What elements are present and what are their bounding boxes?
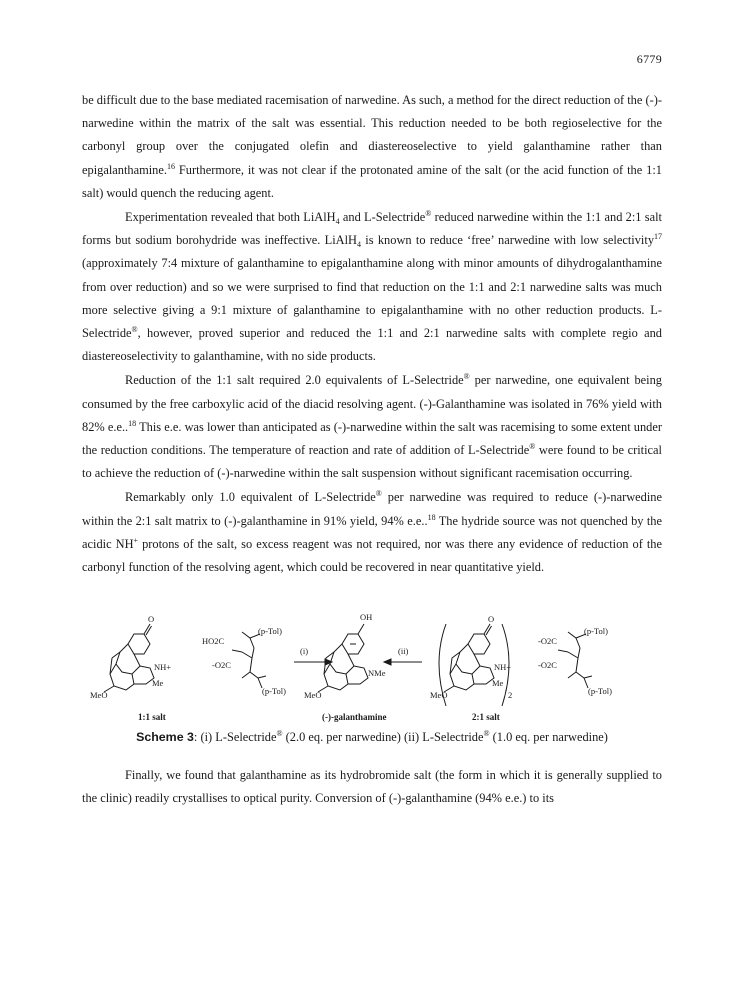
paragraph-4 bbox=[82, 486, 662, 579]
paragraph-1 bbox=[82, 89, 662, 205]
text-run: : (i) L-Selectride bbox=[193, 730, 277, 744]
label-nh-right: NH+ bbox=[494, 662, 512, 672]
page-number: 6779 bbox=[636, 52, 662, 66]
superscript: ® bbox=[463, 372, 470, 382]
text-run: This e.e. was lower than anticipated as (-)-narwedine within the salt was racemising to some extent under the reduction conditions. The temperature of reaction and rate of addition of L-Selectride bbox=[82, 419, 662, 458]
superscript: + bbox=[133, 535, 139, 545]
text-run: (approximately 7:4 mixture of galanthamine to epigalanthamine along with minor amounts of dihydrogalanthamine from over reduction) and so we were surprised to find that reduction on the 1:1 and 2:1 narwedine salts was much more selective giving a 9:1 mixture of galanthamine to epigalanthamine with no other reduction products. L-Selectride bbox=[82, 256, 662, 341]
body-text bbox=[82, 89, 662, 579]
label-o-right: O bbox=[488, 614, 495, 624]
reaction-scheme bbox=[82, 610, 662, 725]
paragraph-3 bbox=[82, 369, 662, 485]
text-run: The hydride source was not quenched by the acidic NH bbox=[82, 513, 662, 551]
label-galanthamine: (-)-galanthamine bbox=[322, 712, 387, 722]
label-meo-middle: MeO bbox=[304, 690, 322, 700]
caption-text bbox=[194, 730, 608, 744]
narwedine-structure-left bbox=[104, 624, 154, 692]
subscript: 4 bbox=[335, 217, 340, 227]
text-run: is known to reduce ‘free’ narwedine with low selectivity bbox=[361, 233, 655, 248]
superscript: ® bbox=[483, 729, 490, 738]
label-ptol-left-bottom: (p-Tol) bbox=[262, 686, 286, 696]
resolving-agent-right bbox=[558, 632, 592, 688]
label-nme: NMe bbox=[368, 668, 386, 678]
scheme-drawing bbox=[82, 610, 662, 725]
narwedine-structure-right bbox=[444, 624, 494, 692]
caption-label: Scheme 3 bbox=[136, 730, 194, 744]
text-run: , however, proved superior and reduced the 1:1 and 2:1 narwedine salts with complete regio and diastereoselectivity to galanthamine, with no side products. bbox=[82, 326, 662, 364]
arrow-i bbox=[294, 659, 332, 665]
subscript: 4 bbox=[357, 240, 362, 250]
superscript: ® bbox=[375, 489, 382, 499]
arrow-ii bbox=[384, 659, 422, 665]
final-paragraph-block bbox=[82, 764, 662, 810]
label-meo-left: MeO bbox=[90, 690, 108, 700]
superscript: 16 bbox=[166, 161, 175, 171]
label-ptol-right-top: (p-Tol) bbox=[584, 626, 608, 636]
text-run: reduced narwedine within the 1:1 and 2:1 salt forms but sodium borohydride was ineffective. LiAlH bbox=[82, 210, 662, 248]
text-run: (1.0 eq. per narwedine) bbox=[489, 730, 608, 744]
superscript: ® bbox=[529, 442, 536, 452]
galanthamine-structure bbox=[318, 624, 368, 692]
label-oh: OH bbox=[360, 612, 373, 622]
label-ptol-left-top: (p-Tol) bbox=[258, 626, 282, 636]
paragraph-5 bbox=[82, 764, 662, 810]
text-run: were found to be critical to achieve the reduction of (-)-narwedine within the salt suspension without significant racemisation occurring. bbox=[82, 443, 662, 481]
label-stoich: 2 bbox=[508, 690, 513, 700]
label-me-right: Me bbox=[492, 678, 504, 688]
text-run: per narwedine was required to reduce (-)-narwedine within the 2:1 salt matrix to (-)-galanthamine in 91% yield, 94% e.e.. bbox=[82, 490, 662, 528]
label-ptol-right-bottom: (p-Tol) bbox=[588, 686, 612, 696]
superscript: ® bbox=[131, 325, 138, 335]
label-meo-right: MeO bbox=[430, 690, 448, 700]
label-1-1-salt: 1:1 salt bbox=[138, 712, 166, 722]
text-run: Experimentation revealed that both LiAlH bbox=[125, 210, 336, 225]
text-run: Furthermore, it was not clear if the protonated amine of the salt (or the acid function of the 1:1 salt) would quench the reducing agent. bbox=[82, 162, 662, 200]
label-me-left: Me bbox=[152, 678, 164, 688]
paragraph-2 bbox=[82, 206, 662, 368]
scheme-caption bbox=[82, 730, 662, 745]
text-run: be difficult due to the base mediated racemisation of narwedine. As such, a method for the direct reduction of the (-)-narwedine within the matrix of the salt was essential. This reduction needed to be both regioselective for the carbonyl group over the conjugated olefin and diastereoselective to yield galanthamine rather than epigalanthamine. bbox=[82, 93, 662, 177]
superscript: ® bbox=[276, 729, 283, 738]
superscript: 18 bbox=[427, 512, 436, 522]
text-run: Reduction of the 1:1 salt required 2.0 equivalents of L-Selectride bbox=[125, 373, 464, 388]
text-run: Finally, we found that galanthamine as its hydrobromide salt (the form in which it is generally supplied to the clinic) readily crystallises to optical purity. Conversion of (-)-galanthamine (94% e.e.) to its bbox=[82, 768, 662, 806]
label-nh-left: NH+ bbox=[154, 662, 172, 672]
label-o2c-left: -O2C bbox=[212, 660, 231, 670]
arrow-label-ii: (ii) bbox=[398, 646, 409, 656]
label-o2c-right-top: -O2C bbox=[538, 636, 557, 646]
resolving-agent-left bbox=[232, 632, 266, 688]
text-run: Remarkably only 1.0 equivalent of L-Selectride bbox=[125, 490, 376, 505]
text-run: protons of the salt, so excess reagent was not required, nor was there any evidence of reduction of the carbonyl function of the resolving agent, which could be recovered in near quantitative yield. bbox=[82, 536, 662, 575]
text-run: and L-Selectride bbox=[339, 210, 426, 225]
label-o-left: O bbox=[148, 614, 155, 624]
superscript: 17 bbox=[654, 232, 663, 242]
text-run: per narwedine, one equivalent being consumed by the free carboxylic acid of the diacid resolving agent. (-)-Galanthamine was isolated in 76% yield with 82% e.e.. bbox=[82, 373, 662, 434]
label-ho2c: HO2C bbox=[202, 636, 225, 646]
superscript: 18 bbox=[128, 418, 137, 428]
label-2-1-salt: 2:1 salt bbox=[472, 712, 500, 722]
arrow-label-i: (i) bbox=[300, 646, 309, 656]
label-o2c-right-bottom: -O2C bbox=[538, 660, 557, 670]
superscript: ® bbox=[425, 209, 432, 219]
text-run: (2.0 eq. per narwedine) (ii) L-Selectride bbox=[282, 730, 484, 744]
